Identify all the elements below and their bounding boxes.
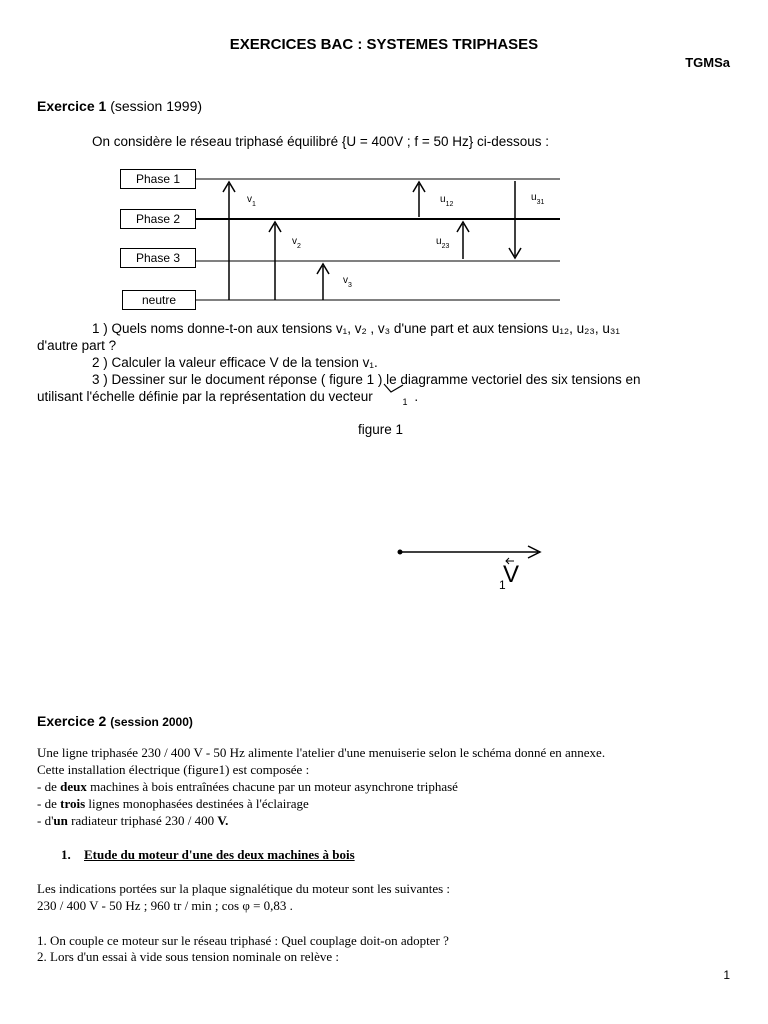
- ex2-question-2: 2. Lors d'un essai à vide sous tension nominale on relève :: [37, 949, 340, 964]
- question-1-continuation: d'autre part ?: [37, 338, 117, 353]
- phase-3-box: Phase 3: [120, 248, 196, 268]
- document-title: EXERCICES BAC : SYSTEMES TRIPHASES: [229, 36, 539, 53]
- exercise-2-session: (session 2000): [110, 715, 193, 729]
- question-1-line: 1 ) Quels noms donne-t-on aux tensions v₁, v₂ , v₃ d'une part et aux tensions u₁₂, u₂₃, u₃₁: [92, 321, 620, 336]
- exercise-1-intro: On considère le réseau triphasé équilibré {U = 400V ; f = 50 Hz} ci-dessous :: [92, 134, 550, 149]
- plate-line-1: Les indications portées sur la plaque signalétique du moteur sont les suivantes :: [37, 881, 451, 896]
- neutral-box: neutre: [122, 290, 196, 310]
- figure-1-label: figure 1: [358, 422, 404, 437]
- question-2: 2 ) Calculer la valeur efficace V de la tension v₁.: [92, 355, 378, 370]
- plate-line-2: 230 / 400 V - 50 Hz ; 960 tr / min ; cos φ = 0,83 .: [37, 898, 293, 913]
- vector-v-sub: 1: [499, 578, 506, 592]
- section-1-heading: 1. Etude du moteur d'une des deux machines à bois: [61, 847, 355, 862]
- exercise-1-title: Exercice 1: [37, 98, 107, 114]
- phase-1-box: Phase 1: [120, 169, 196, 189]
- exercise-1-session: (session 1999): [110, 98, 203, 114]
- ex2-question-1: 1. On couple ce moteur sur le réseau triphasé : Quel couplage doit-on adopter ?: [37, 933, 449, 948]
- exercise-2-title: Exercice 2: [37, 713, 107, 729]
- vector-v1-inline: 1: [383, 388, 405, 405]
- v2-label: $v_2$: [292, 236, 301, 250]
- exercise-2-line-2: Cette installation électrique (figure1) est composée :: [37, 762, 310, 777]
- exercise-2-heading: [37, 713, 193, 729]
- exercise-1-heading: [37, 98, 202, 114]
- page-number: 1: [723, 968, 730, 982]
- exercise-2-item-1: - de deux machines à bois entraînées chacune par un moteur asynchrone triphasé: [37, 779, 458, 794]
- question-3-line-2: utilisant l'échelle définie par la représentation du vecteur 1 .: [37, 388, 418, 405]
- u12-label: $u_{12}$: [440, 194, 454, 208]
- u23-label: $u_{23}$: [436, 236, 450, 250]
- exercise-2-line-1: Une ligne triphasée 230 / 400 V - 50 Hz alimente l'atelier d'une menuiserie selon le schéma donné en annexe.: [37, 745, 606, 760]
- exercise-2-item-2: - de trois lignes monophasées destinées à l'éclairage: [37, 796, 309, 811]
- vector-v-label: V: [503, 561, 520, 588]
- v1-label: $v_1$: [247, 194, 256, 208]
- phase-2-box: Phase 2: [120, 209, 196, 229]
- u31-label: $u_{31}$: [531, 192, 545, 206]
- author-label: TGMSa: [685, 55, 730, 70]
- question-3-text: utilisant l'échelle définie par la représentation du vecteur: [37, 389, 373, 404]
- question-3-line-1: 3 ) Dessiner sur le document réponse ( figure 1 ) le diagramme vectoriel des six tensions en: [92, 372, 641, 387]
- v3-label: $v_3$: [343, 275, 352, 289]
- reference-vector-v1: [392, 540, 552, 600]
- exercise-2-item-3: - d'un radiateur triphasé 230 / 400 V.: [37, 813, 229, 828]
